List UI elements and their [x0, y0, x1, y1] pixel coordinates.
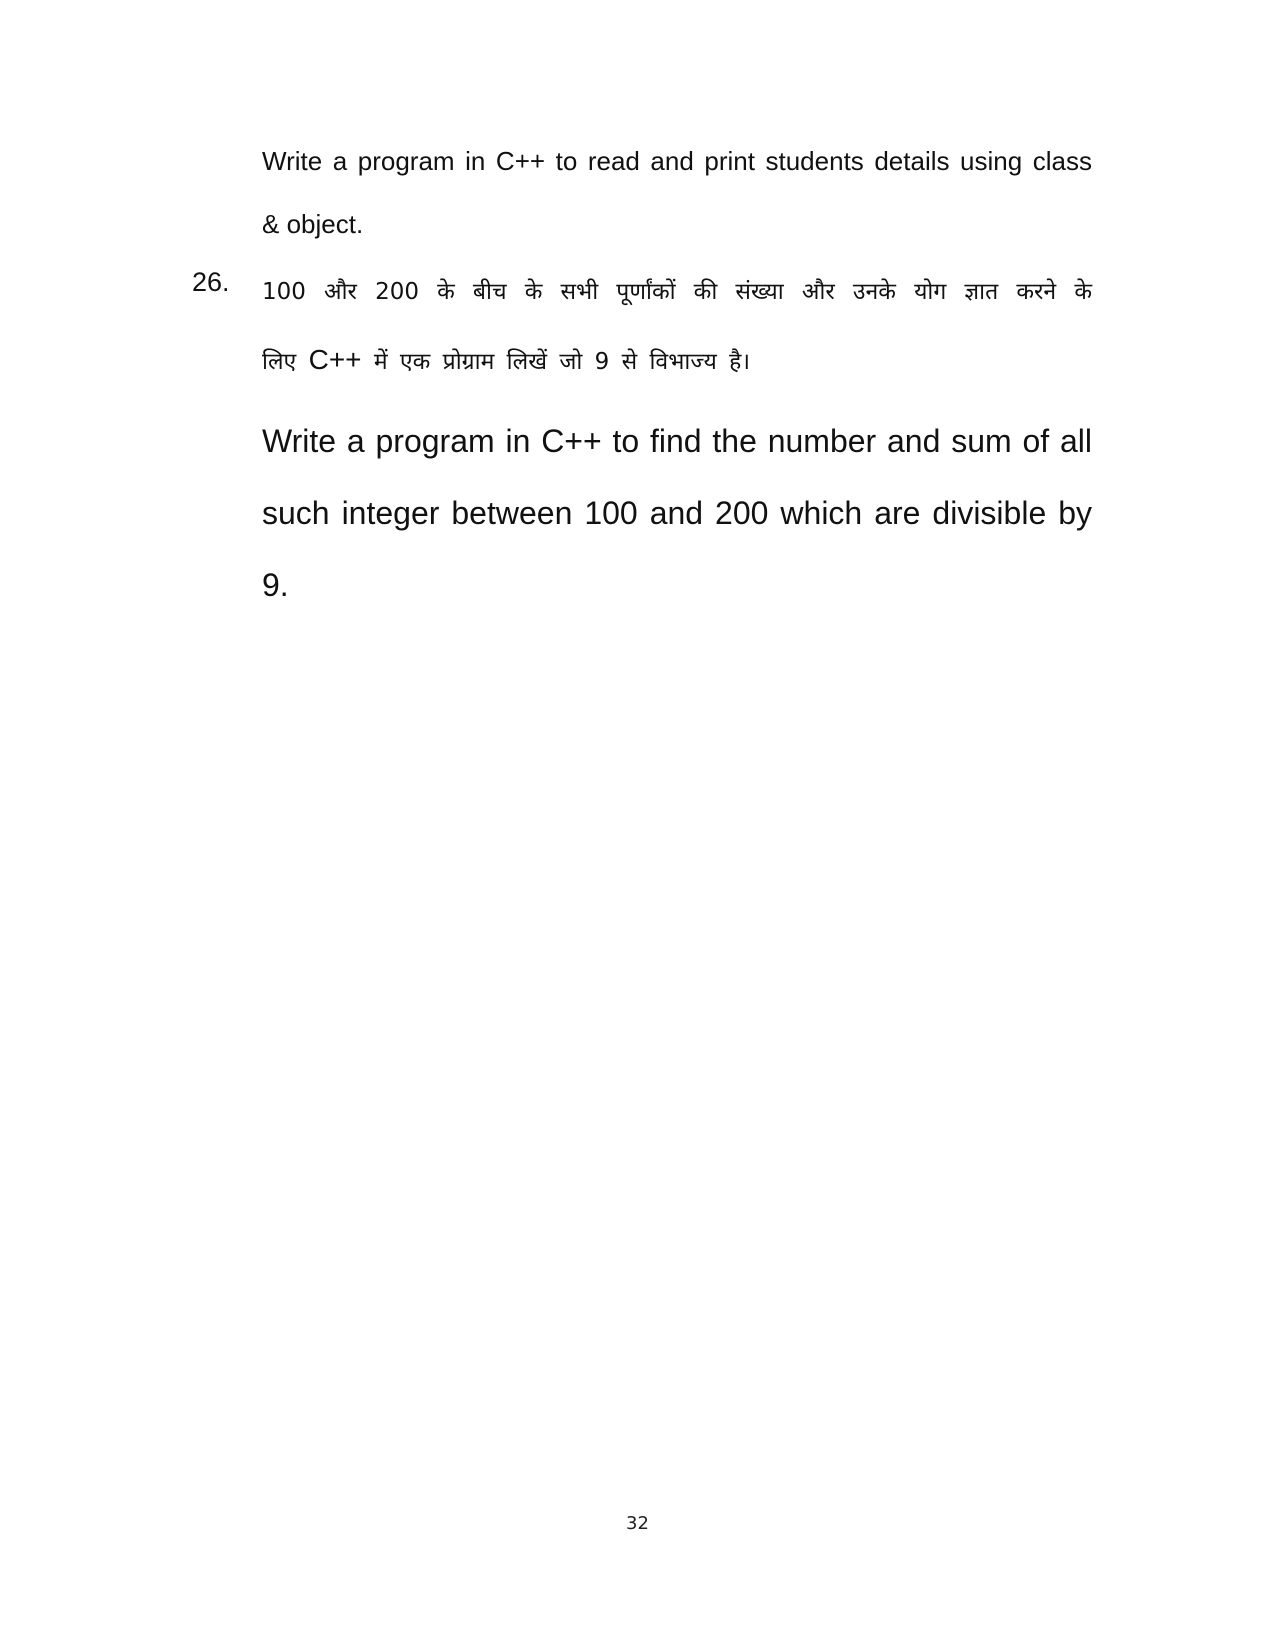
hindi-line-2-cpp: C++ [308, 344, 362, 375]
question-hindi-text [262, 258, 1092, 396]
english-line-1: Write a program in C++ to find the number and sum of all [262, 423, 1092, 459]
hindi-line-2 [262, 326, 1092, 396]
previous-question-english [262, 130, 1092, 256]
page-number: 32 [626, 1513, 649, 1534]
question-english-text [262, 405, 1092, 621]
hindi-line-2-post: में एक प्रोग्राम लिखें जो 9 से विभाज्य है। [373, 349, 751, 375]
english-line-2: such integer between 100 and 200 which are divisible by 9. [262, 495, 1092, 603]
hindi-line-1: 100 और 200 के बीच के सभी पूर्णांकों की संख्या और उनके योग ज्ञात करने के [262, 279, 1092, 305]
previous-question-line-2: & object. [262, 209, 364, 239]
previous-question-line-1: Write a program in C++ to read and print students details using class [262, 146, 1092, 176]
question-number: 26. [192, 267, 230, 297]
hindi-line-2-pre: लिए [262, 349, 297, 375]
